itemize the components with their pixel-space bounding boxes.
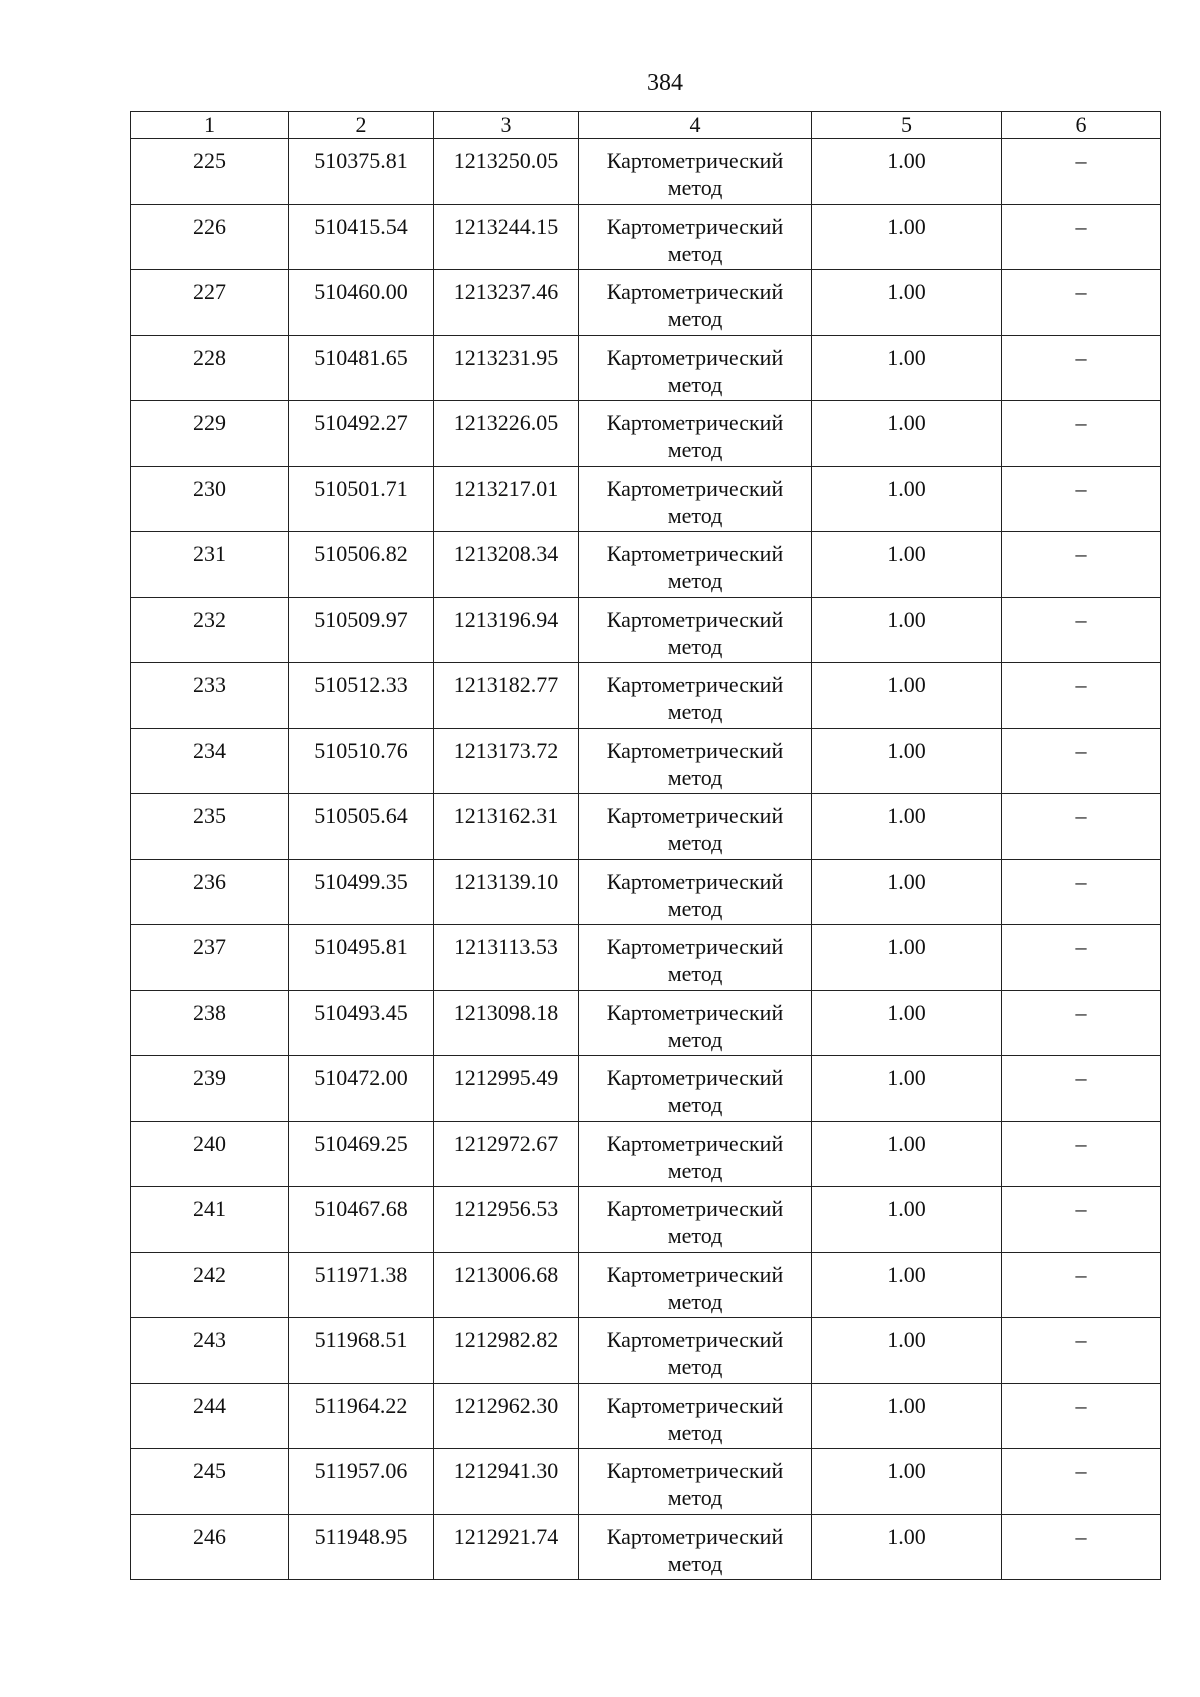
column-header: 6 [1002, 112, 1161, 139]
table-row [131, 466, 1161, 532]
note-cell: – [1002, 1318, 1161, 1384]
table-row [131, 728, 1161, 794]
accuracy-cell: 1.00 [812, 1449, 1002, 1515]
x-coordinate-cell: 510505.64 [289, 794, 434, 860]
accuracy-cell: 1.00 [812, 139, 1002, 205]
accuracy-cell: 1.00 [812, 1056, 1002, 1122]
x-coordinate-cell: 511971.38 [289, 1252, 434, 1318]
method-cell: Картометрический метод [579, 597, 812, 663]
column-header: 4 [579, 112, 812, 139]
method-cell: Картометрический метод [579, 794, 812, 860]
table-row [131, 925, 1161, 991]
table-row [131, 1121, 1161, 1187]
point-number-cell: 240 [131, 1121, 289, 1187]
y-coordinate-cell: 1213208.34 [434, 532, 579, 598]
point-number-cell: 236 [131, 859, 289, 925]
x-coordinate-cell: 510481.65 [289, 335, 434, 401]
method-cell: Картометрический метод [579, 859, 812, 925]
note-cell: – [1002, 532, 1161, 598]
table-row [131, 1449, 1161, 1515]
y-coordinate-cell: 1212921.74 [434, 1514, 579, 1580]
table-row [131, 139, 1161, 205]
accuracy-cell: 1.00 [812, 401, 1002, 467]
table-row [131, 597, 1161, 663]
y-coordinate-cell: 1213226.05 [434, 401, 579, 467]
x-coordinate-cell: 510495.81 [289, 925, 434, 991]
x-coordinate-cell: 511964.22 [289, 1383, 434, 1449]
table-header-row [131, 112, 1161, 139]
point-number-cell: 232 [131, 597, 289, 663]
y-coordinate-cell: 1213217.01 [434, 466, 579, 532]
note-cell: – [1002, 1121, 1161, 1187]
accuracy-cell: 1.00 [812, 1514, 1002, 1580]
x-coordinate-cell: 510509.97 [289, 597, 434, 663]
note-cell: – [1002, 597, 1161, 663]
point-number-cell: 242 [131, 1252, 289, 1318]
y-coordinate-cell: 1213139.10 [434, 859, 579, 925]
method-cell: Картометрический метод [579, 1449, 812, 1515]
method-cell: Картометрический метод [579, 1514, 812, 1580]
y-coordinate-cell: 1212962.30 [434, 1383, 579, 1449]
table-row [131, 794, 1161, 860]
y-coordinate-cell: 1213173.72 [434, 728, 579, 794]
accuracy-cell: 1.00 [812, 270, 1002, 336]
method-cell: Картометрический метод [579, 466, 812, 532]
x-coordinate-cell: 510512.33 [289, 663, 434, 729]
x-coordinate-cell: 510415.54 [289, 204, 434, 270]
method-cell: Картометрический метод [579, 401, 812, 467]
table-row [131, 1056, 1161, 1122]
note-cell: – [1002, 139, 1161, 205]
method-cell: Картометрический метод [579, 925, 812, 991]
table-row [131, 270, 1161, 336]
accuracy-cell: 1.00 [812, 1318, 1002, 1384]
note-cell: – [1002, 401, 1161, 467]
note-cell: – [1002, 1187, 1161, 1253]
method-cell: Картометрический метод [579, 335, 812, 401]
table-row [131, 401, 1161, 467]
x-coordinate-cell: 511957.06 [289, 1449, 434, 1515]
point-number-cell: 229 [131, 401, 289, 467]
x-coordinate-cell: 510493.45 [289, 990, 434, 1056]
accuracy-cell: 1.00 [812, 532, 1002, 598]
point-number-cell: 228 [131, 335, 289, 401]
column-header: 1 [131, 112, 289, 139]
x-coordinate-cell: 510506.82 [289, 532, 434, 598]
y-coordinate-cell: 1213237.46 [434, 270, 579, 336]
x-coordinate-cell: 510460.00 [289, 270, 434, 336]
table-row [131, 1252, 1161, 1318]
point-number-cell: 234 [131, 728, 289, 794]
x-coordinate-cell: 510469.25 [289, 1121, 434, 1187]
table-row [131, 663, 1161, 729]
point-number-cell: 226 [131, 204, 289, 270]
method-cell: Картометрический метод [579, 663, 812, 729]
point-number-cell: 244 [131, 1383, 289, 1449]
note-cell: – [1002, 663, 1161, 729]
column-header: 2 [289, 112, 434, 139]
method-cell: Картометрический метод [579, 1056, 812, 1122]
x-coordinate-cell: 511948.95 [289, 1514, 434, 1580]
y-coordinate-cell: 1212995.49 [434, 1056, 579, 1122]
coordinates-table [130, 111, 1161, 1580]
accuracy-cell: 1.00 [812, 990, 1002, 1056]
point-number-cell: 230 [131, 466, 289, 532]
note-cell: – [1002, 728, 1161, 794]
method-cell: Картометрический метод [579, 990, 812, 1056]
y-coordinate-cell: 1213162.31 [434, 794, 579, 860]
point-number-cell: 239 [131, 1056, 289, 1122]
y-coordinate-cell: 1212956.53 [434, 1187, 579, 1253]
y-coordinate-cell: 1212982.82 [434, 1318, 579, 1384]
note-cell: – [1002, 1056, 1161, 1122]
note-cell: – [1002, 1383, 1161, 1449]
y-coordinate-cell: 1213250.05 [434, 139, 579, 205]
point-number-cell: 233 [131, 663, 289, 729]
table-row [131, 1318, 1161, 1384]
table-body [131, 139, 1161, 1580]
y-coordinate-cell: 1213006.68 [434, 1252, 579, 1318]
method-cell: Картометрический метод [579, 139, 812, 205]
accuracy-cell: 1.00 [812, 728, 1002, 794]
y-coordinate-cell: 1213182.77 [434, 663, 579, 729]
note-cell: – [1002, 270, 1161, 336]
table-row [131, 1187, 1161, 1253]
accuracy-cell: 1.00 [812, 925, 1002, 991]
x-coordinate-cell: 510472.00 [289, 1056, 434, 1122]
note-cell: – [1002, 1449, 1161, 1515]
accuracy-cell: 1.00 [812, 1383, 1002, 1449]
x-coordinate-cell: 510510.76 [289, 728, 434, 794]
point-number-cell: 225 [131, 139, 289, 205]
point-number-cell: 237 [131, 925, 289, 991]
point-number-cell: 241 [131, 1187, 289, 1253]
x-coordinate-cell: 511968.51 [289, 1318, 434, 1384]
note-cell: – [1002, 1514, 1161, 1580]
y-coordinate-cell: 1212941.30 [434, 1449, 579, 1515]
column-header: 5 [812, 112, 1002, 139]
table-row [131, 1514, 1161, 1580]
note-cell: – [1002, 925, 1161, 991]
method-cell: Картометрический метод [579, 1383, 812, 1449]
x-coordinate-cell: 510467.68 [289, 1187, 434, 1253]
accuracy-cell: 1.00 [812, 1252, 1002, 1318]
method-cell: Картометрический метод [579, 728, 812, 794]
column-header: 3 [434, 112, 579, 139]
note-cell: – [1002, 204, 1161, 270]
note-cell: – [1002, 466, 1161, 532]
method-cell: Картометрический метод [579, 1318, 812, 1384]
method-cell: Картометрический метод [579, 532, 812, 598]
y-coordinate-cell: 1212972.67 [434, 1121, 579, 1187]
accuracy-cell: 1.00 [812, 663, 1002, 729]
page-number: 384 [647, 70, 683, 96]
y-coordinate-cell: 1213244.15 [434, 204, 579, 270]
note-cell: – [1002, 1252, 1161, 1318]
x-coordinate-cell: 510499.35 [289, 859, 434, 925]
y-coordinate-cell: 1213113.53 [434, 925, 579, 991]
method-cell: Картометрический метод [579, 1252, 812, 1318]
table-row [131, 990, 1161, 1056]
method-cell: Картометрический метод [579, 204, 812, 270]
y-coordinate-cell: 1213098.18 [434, 990, 579, 1056]
point-number-cell: 246 [131, 1514, 289, 1580]
accuracy-cell: 1.00 [812, 466, 1002, 532]
table-row [131, 335, 1161, 401]
method-cell: Картометрический метод [579, 270, 812, 336]
table-row [131, 532, 1161, 598]
accuracy-cell: 1.00 [812, 1187, 1002, 1253]
table-row [131, 859, 1161, 925]
method-cell: Картометрический метод [579, 1121, 812, 1187]
point-number-cell: 245 [131, 1449, 289, 1515]
note-cell: – [1002, 335, 1161, 401]
y-coordinate-cell: 1213231.95 [434, 335, 579, 401]
accuracy-cell: 1.00 [812, 859, 1002, 925]
point-number-cell: 243 [131, 1318, 289, 1384]
note-cell: – [1002, 859, 1161, 925]
x-coordinate-cell: 510375.81 [289, 139, 434, 205]
note-cell: – [1002, 794, 1161, 860]
x-coordinate-cell: 510501.71 [289, 466, 434, 532]
note-cell: – [1002, 990, 1161, 1056]
x-coordinate-cell: 510492.27 [289, 401, 434, 467]
accuracy-cell: 1.00 [812, 1121, 1002, 1187]
point-number-cell: 238 [131, 990, 289, 1056]
point-number-cell: 235 [131, 794, 289, 860]
point-number-cell: 227 [131, 270, 289, 336]
method-cell: Картометрический метод [579, 1187, 812, 1253]
table-row [131, 204, 1161, 270]
accuracy-cell: 1.00 [812, 204, 1002, 270]
table-row [131, 1383, 1161, 1449]
accuracy-cell: 1.00 [812, 597, 1002, 663]
accuracy-cell: 1.00 [812, 335, 1002, 401]
point-number-cell: 231 [131, 532, 289, 598]
y-coordinate-cell: 1213196.94 [434, 597, 579, 663]
accuracy-cell: 1.00 [812, 794, 1002, 860]
